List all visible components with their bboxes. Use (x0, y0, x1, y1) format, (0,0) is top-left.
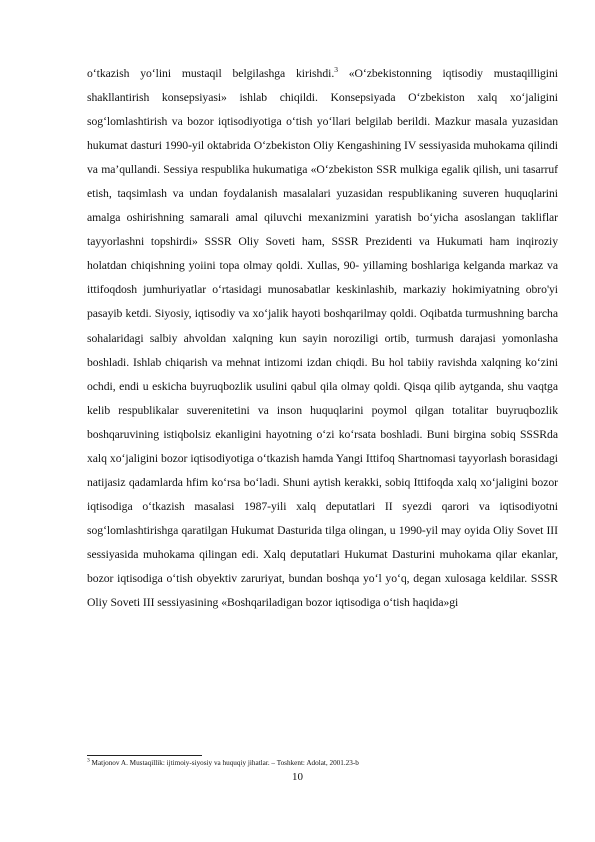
footnote-number: 3 (87, 757, 90, 764)
footnote (87, 758, 558, 768)
footnote-reference[interactable]: 3 (334, 65, 338, 75)
paragraph-text-rest: «O‘zbekistonning iqtisodiy mustaqilligini shakllantirish konsepsiyasi» ishlab chiqildi. Konsepsiyada O‘zbekiston xalq xo‘jaligini sog‘lomlashtirish va bozor iqtisodiyotiga o‘tish yo‘llari belgilab berildi. Mazkur masala yuzasidan hukumat dasturi 1990-yil oktabrida O‘zbekiston Oliy Kengashining IV sessiyasida muhokama qilindi va ma’qullandi. Sessiya respublika hukumatiga «O‘zbekiston SSR mulkiga egalik qilish, uni tasarruf etish, taqsimlash va undan foydalanish masalalari yuzasidan respublikaning suveren huquqlarini amalga oshirishning samarali amal qiluvchi mexanizmini yaratish bo‘yicha asoslangan takliflar tayyorlashni topshirdi» SSSR Oliy Soveti ham, SSSR Prezidenti va Hukumati ham inqiroziy holatdan chiqishning yoiini topa olmay qoldi. Xullas, 90- yillaming boshlariga kelganda markaz va ittifoqdosh jumhuriyatlar o‘rtasidagi munosabatlar keskinlashib, markaziy hokimiyatning obro'yi pasayib ketdi. Siyosiy, iqtisodiy va xo‘jalik hayoti boshqarilmay qoldi. Oqibatda turmushning barcha sohalaridagi salbiy ahvoldan xalqning kun sayin noroziligi ortib, turmush darajasi yomonlasha boshladi. Ishlab chiqarish va mehnat intizomi izdan chiqdi. Bu hol tabiiy ravishda xalqning ko‘zini ochdi, endi u eskicha buyruqbozlik usulini qabul qila olmay qoldi. Qisqa qilib aytganda, shu vaqtga kelib respublikalar suverenitetini va inson huquqlarini poymol qilgan totalitar buyruqbozlik boshqaruvining istiqbolsiz ekanligini hayotning o‘zi ko‘rsata boshladi. Buni birgina sobiq SSSRda xalq xo‘jaligini bozor iqtisodiyotiga o‘tkazish hamda Yangi Ittifoq Shartnomasi tayyorlash borasidagi natijasiz qadamlarda hfim ko‘rsa bo‘ladi. Shuni aytish kerakki, sobiq Ittifoqda xalq xo‘jaligini bozor iqtisodiga o‘tkazish masalasi 1987-yili xalq deputatlari II syezdi qarori va iqtisodiyotni sog‘lomlashtirishga qaratilgan Hukumat Dasturida tilga olingan, u 1990-yil may oyida Oliy Sovet III sessiyasida muhokama qilingan edi. Xalq deputatlari Hukumat Dasturini muhokama qilar ekanlar, bozor iqtisodiga o‘tish obyektiv zaruriyat, bundan boshqa yo‘l yo‘q, degan xulosaga keldilar. SSSR Oliy Soveti III sessiyasining «Boshqariladigan bozor iqtisodiga o‘tish haqida»gi (87, 67, 558, 610)
page-content (87, 62, 558, 615)
body-paragraph (87, 62, 558, 615)
page-number: 10 (292, 771, 303, 783)
footnote-divider (87, 755, 202, 756)
paragraph-text-start: o‘tkazish yo‘lini mustaqil belgilashga kirishdi. (87, 67, 335, 80)
footnote-text: Matjonov A. Mustaqillik: ijtimoiy-siyosiy va huquqiy jihatlar. – Toshkent: Adolat, 2001.23-b (89, 759, 359, 767)
